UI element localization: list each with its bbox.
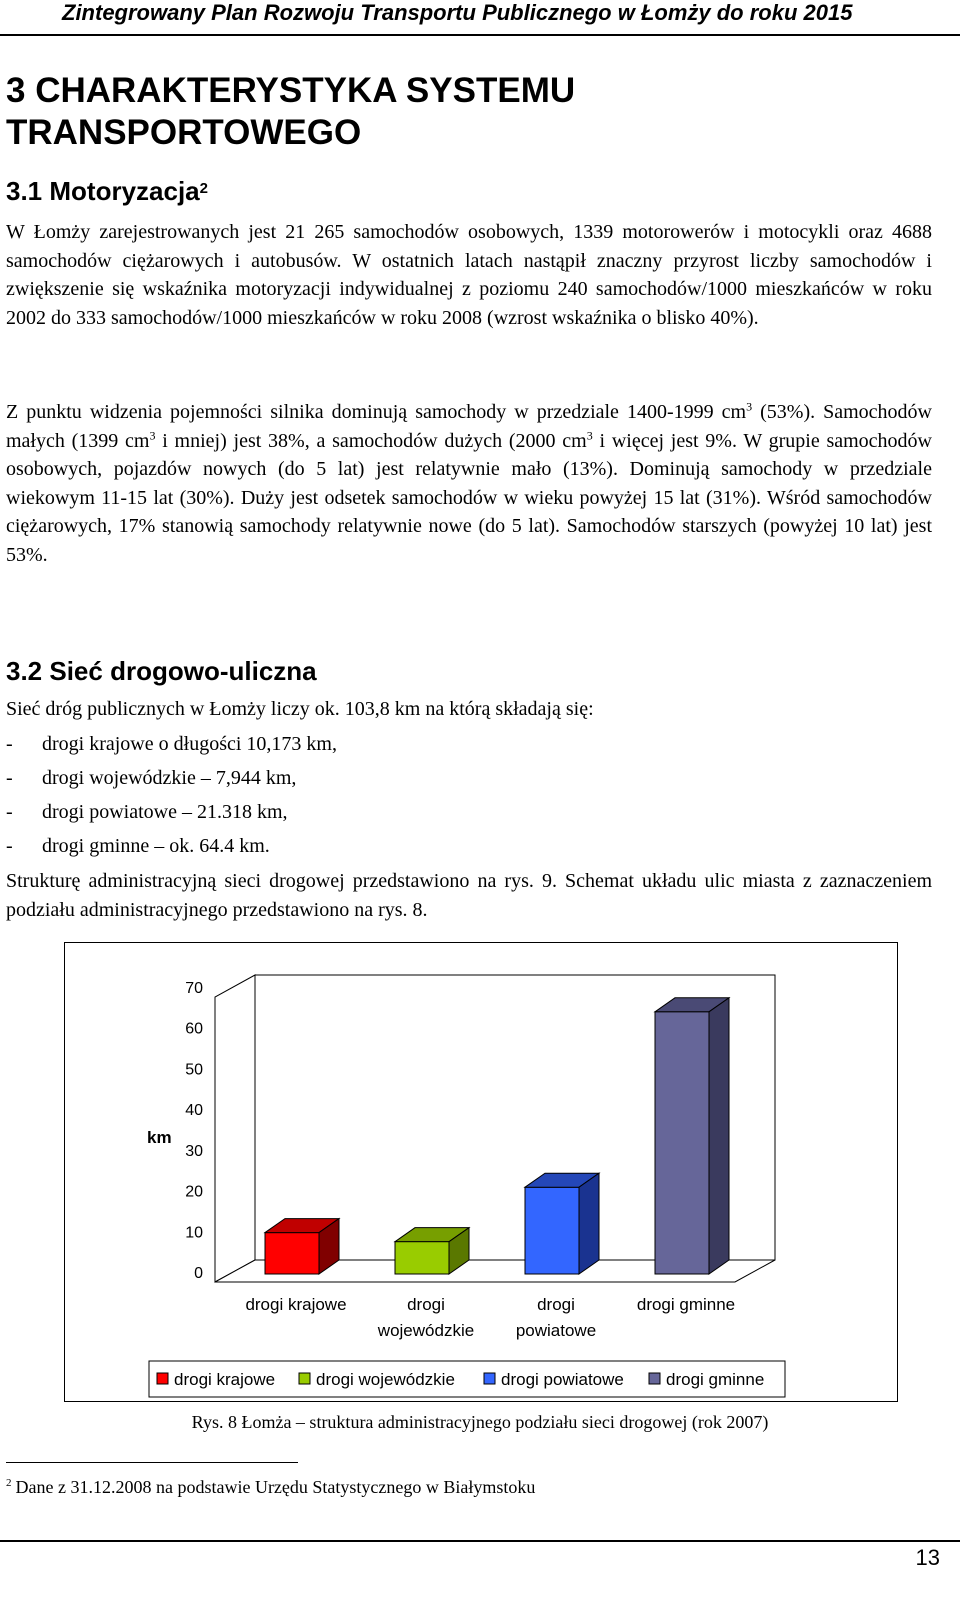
para-text: Z punktu widzenia pojemności silnika dominują samochody w przedziale 1400-1999 cm bbox=[6, 401, 747, 423]
legend-label: drogi wojewódzkie bbox=[316, 1370, 455, 1389]
y-tick-label: 70 bbox=[185, 980, 203, 997]
superscript: 3 bbox=[586, 427, 593, 442]
bar-front bbox=[395, 1242, 449, 1274]
x-tick-label: drogi krajowe bbox=[245, 1295, 347, 1314]
header-title: Zintegrowany Plan Rozwoju Transportu Publicznego w Łomży do roku 2015 bbox=[62, 0, 853, 25]
legend-swatch bbox=[299, 1373, 310, 1384]
legend-label: drogi powiatowe bbox=[501, 1370, 624, 1389]
list-item-text: drogi wojewódzkie – 7,944 km, bbox=[42, 767, 297, 789]
superscript: 3 bbox=[746, 399, 753, 414]
x-tick-label: drogi bbox=[407, 1295, 445, 1314]
bar-front bbox=[655, 1012, 709, 1274]
section-heading-siec: 3.2 Sieć drogowo-uliczna bbox=[6, 656, 317, 686]
list-item bbox=[6, 727, 906, 761]
y-tick-label: 40 bbox=[185, 1102, 203, 1120]
bar-front bbox=[525, 1187, 579, 1274]
list-dash: - bbox=[6, 801, 13, 823]
paragraph-siec-outro: Strukturę administracyjną sieci drogowej przedstawiono na rys. 9. Schemat układu ulic miasta z zaznaczeniem podziału administracyjnego przedstawiono na rys. 8. bbox=[6, 870, 932, 921]
section-heading-motoryzacja bbox=[6, 176, 208, 206]
y-tick-label: 0 bbox=[194, 1265, 203, 1282]
paragraph-motoryzacja: W Łomży zarejestrowanych jest 21 265 samochodów osobowych, 1339 motorowerów i motocykli oraz 4688 samochodów ciężarowych i autobusów. W ostatnich latach nastąpił znaczny przyrost liczby samochodów i zwiększenie się wskaźnika motoryzacji indywidualnej z poziomu 240 samochodów/1000 mieszkańców w roku 2002 do 333 samochodów/1000 mieszkańców w roku 2008 (wzrost wskaźnika o blisko 40%). bbox=[6, 221, 932, 329]
superscript: 3 bbox=[149, 427, 156, 442]
x-tick-label: drogi bbox=[537, 1295, 575, 1314]
chart-frame bbox=[64, 942, 898, 1402]
footnote-number: 2 bbox=[6, 1477, 12, 1489]
list-item bbox=[6, 829, 906, 863]
chart-side-wall bbox=[215, 975, 255, 1282]
legend-swatch bbox=[649, 1373, 660, 1384]
list-item bbox=[6, 761, 906, 795]
footer-rule bbox=[0, 1540, 960, 1542]
y-axis-label: km bbox=[147, 1128, 172, 1147]
road-structure-chart bbox=[65, 943, 897, 1401]
para-text: (53%). Samochodów małych (1399 cm bbox=[6, 401, 933, 452]
road-list bbox=[6, 727, 906, 863]
bar-side bbox=[579, 1173, 599, 1274]
x-tick-label: powiatowe bbox=[515, 1321, 597, 1340]
bar-side bbox=[709, 998, 729, 1274]
figure-caption: Rys. 8 Łomża – struktura administracyjnego podziału sieci drogowej (rok 2007) bbox=[191, 1412, 769, 1432]
x-tick-label: drogi gminne bbox=[636, 1295, 736, 1314]
list-item-text: drogi gminne – ok. 64.4 km. bbox=[42, 835, 270, 857]
y-tick-label: 20 bbox=[185, 1183, 203, 1201]
legend-label: drogi krajowe bbox=[174, 1370, 276, 1389]
list-item-text: drogi krajowe o długości 10,173 km, bbox=[42, 733, 337, 755]
footnote-text: Dane z 31.12.2008 na podstawie Urzędu Statystycznego w Białymstoku bbox=[15, 1477, 536, 1497]
y-tick-label: 60 bbox=[185, 1020, 203, 1038]
para-text: i więcej jest 9%. W grupie samochodów osobowych, pojazdów nowych (do 5 lat) jest relatywnie mało (13%). Dominują samochody w przedziale wiekowym 11-15 lat (30%). Duży jest odsetek samochodów w wieku powyżej 15 lat (31%). Wśród samochodów ciężarowych, 17% stanowią samochody relatywnie nowe (do 5 lat). Samochodów starszych (powyżej 10 lat) jest 53%. bbox=[6, 429, 932, 566]
section-heading-text: 3.1 Motoryzacja bbox=[6, 176, 200, 206]
list-dash: - bbox=[6, 835, 13, 857]
list-dash: - bbox=[6, 767, 13, 789]
chapter-title-line2: TRANSPORTOWEGO bbox=[6, 113, 362, 152]
legend-label: drogi gminne bbox=[666, 1370, 765, 1389]
chapter-title bbox=[6, 70, 906, 154]
y-tick-label: 10 bbox=[185, 1224, 203, 1242]
footnote-rule bbox=[6, 1462, 298, 1463]
footnote-ref: 2 bbox=[199, 180, 208, 197]
list-item-text: drogi powiatowe – 21.318 km, bbox=[42, 801, 288, 823]
legend-swatch bbox=[157, 1373, 168, 1384]
chapter-title-line1: 3 CHARAKTERYSTYKA SYSTEMU bbox=[6, 71, 576, 110]
page-number: 13 bbox=[915, 1545, 940, 1570]
paragraph-siec-intro: Sieć dróg publicznych w Łomży liczy ok. 103,8 km na którą składają się: bbox=[6, 698, 594, 720]
page-header bbox=[0, 0, 960, 36]
paragraph-pojemnosc bbox=[6, 398, 932, 570]
list-dash: - bbox=[6, 733, 13, 755]
x-tick-label: wojewódzkie bbox=[377, 1321, 475, 1340]
para-text: i mniej) jest 38%, a samochodów dużych (2000 cm bbox=[155, 429, 587, 452]
y-tick-label: 30 bbox=[185, 1142, 203, 1160]
footnote bbox=[6, 1476, 535, 1498]
list-item bbox=[6, 795, 906, 829]
y-tick-label: 50 bbox=[185, 1061, 203, 1079]
bar-front bbox=[265, 1233, 319, 1274]
legend-swatch bbox=[484, 1373, 495, 1384]
